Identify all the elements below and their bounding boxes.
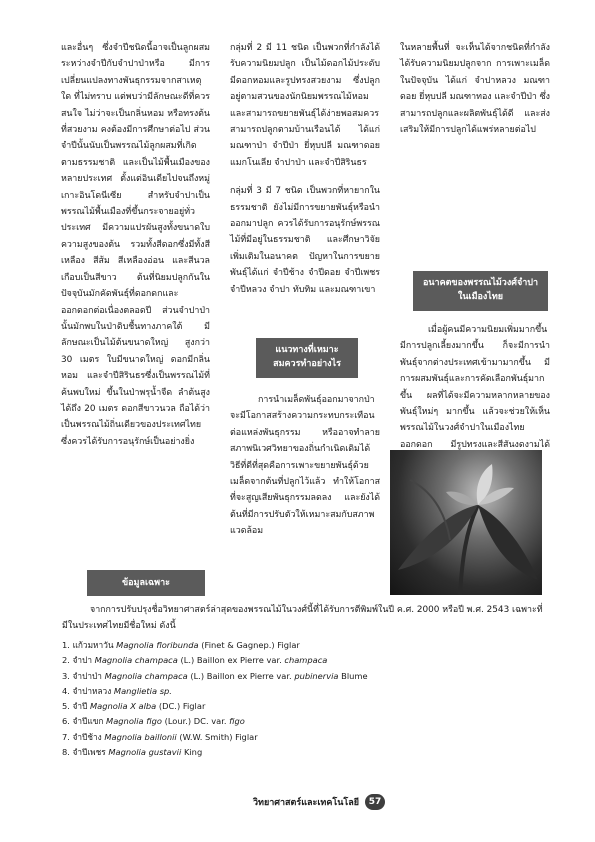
body-paragraph: เมื่อผู้คนมีความนิยมเพิ่มมากขึ้น มีการปลูกเลี้ยงมากขึ้น ก็จะมีการนำพันธุ์จากต่างประเทศเข้ามามากขึ้น มีการผสมพันธุ์และการคัดเลือกพันธุ์มากขึ้น ผลที่ได้จะมีความหลากหลายของพันธุ์ใหม่ๆ มากขึ้น แล้วจะช่วยให้เห็นพรรณไม้ในวงศ์จำปาในเมืองไทยออกดอก มีรูปทรงและสีสันงดงามได้ [400,325,550,450]
column-3 [400,40,550,138]
flower-photo [390,450,542,595]
section-heading-box: อนาคตของพรรณไม้วงศ์จำปาในเมืองไทย [413,271,548,311]
list-item: 4. จำปาหลวง Manglietia sp. [62,685,172,696]
species-list-block [62,603,547,760]
list-item: 6. จำปีแขก Magnolia figo (Lour.) DC. var. figo [62,716,245,727]
body-paragraph: กลุ่มที่ 3 มี 7 ชนิด เป็นพวกที่หายากในธรรมชาติ ยังไม่มีการขยายพันธุ์หรือนำออกมาปลูก ควรได้รับการอนุรักษ์พรรณไม้ที่มีอยู่ในธรรมชาติ และศึกษาวิจัยเพิ่มเติมในอนาคต ปัญหาในการขยายพันธุ์ได้แก่ จำปีช้าง จำปีดอย จำปีเพชร จำปีหลวง จำปา ทับทิม และมณฑาเขา [230,186,380,295]
page-footer [252,795,385,809]
body-paragraph: และอื่นๆ ซึ่งจำปีชนิดนี้อาจเป็นลูกผสมระหว่างจำปีกับจำปาป่าหรือ มีการเปลี่ยนแปลงทางพันธุกรรมจากสาเหตุใด ที่ไม่ทราบ แต่พบว่ามีลักษณะดีที่ควรสนใจ ไม่ว่าจะเป็นกลิ่นหอม หรือทรงต้นที่สวยงาม คงต้องมีการศึกษาต่อไป ส่วนจำปีนั้นนับเป็นพรรณไม้ลูกผสมที่เกิดตามธรรมชาติ และเป็นไม้พื้นเมืองของหลายประเทศ ตั้งแต่อินเดียไปจนถึงหมู่เกาะอินโดนีเซีย สำหรับจำปาเป็นพรรณไม้พื้นเมืองที่ขึ้นกระจายอยู่ทั่วประเทศ มีความแปรผันสูงทั้งขนาดใบ ความสูงของต้น รวมทั้งสีดอกซึ่งมีทั้งสีเหลือง สีส้ม สีเหลืองอ่อน และสีนวลเกือบเป็นสีขาว ต้นที่นิยมปลูกกันในปัจจุบันมักคัดพันธุ์ที่ดอกดกและออกดอกต่อเนื่องตลอดปี ส่วนจำปาป่านั้นมักพบในป่าดิบชื้นทางภาคใต้ มีลักษณะเป็นไม้ต้นขนาดใหญ่ สูงกว่า 30 เมตร ใบมีขนาดใหญ่ ดอกมีกลิ่นหอม และจำปีสิรินธรซึ่งเป็นพรรณไม้ที่ค้นพบใหม่ ขึ้นในป่าพรุน้ำจืด ลำต้นสูงได้ถึง 20 เมตร ดอกสีขาวนวล ถือได้ว่าเป็นพรรณไม้ถิ่นเดียวของประเทศไทย ซึ่งควรได้รับการอนุรักษ์เป็นอย่างยิ่ง [61,43,210,447]
list-item: 5. จำปี Magnolia X alba (DC.) Figlar [62,701,206,712]
section-heading-box: แนวทางที่เหมาะสมควรทำอย่างไร [256,338,358,378]
list-item: 7. จำปีช้าง Magnolia baillonii (W.W. Smith) Figlar [62,731,258,742]
section-heading-box: ข้อมูลเฉพาะ [87,570,205,596]
list-item: 8. จำปีเพชร Magnolia gustavii King [62,747,203,758]
species-list [62,638,547,760]
column-2-section [230,392,380,540]
list-item: 2. จำปา Magnolia champaca (L.) Baillon ex Pierre var. champaca [62,655,328,666]
column-2 [230,40,380,298]
page-number: 57 [365,794,385,810]
column-3-section [400,322,550,470]
body-paragraph: กลุ่มที่ 2 มี 11 ชนิด เป็นพวกที่กำลังได้รับความนิยมปลูก เป็นไม้ดอกไม้ประดับ มีดอกหอมและรูปทรงสวยงาม ซึ่งปลูกอยู่ตามสวนของนักนิยมพรรณไม้หอม และสามารถขยายพันธุ์ได้ง่ายพอสมควร สามารถปลูกตามบ้านเรือนได้ ได้แก่ มณฑาป่า จำปีป่า ยี่หุบปลี มณฑาดอย แมกโนเลีย จำปาป่า และจำปีสิรินธร [230,43,380,168]
footer-title: วิทยาศาสตร์และเทคโนโลยี [252,798,359,808]
flower-photo-drawing [390,450,542,595]
body-paragraph: ในหลายพื้นที่ จะเห็นได้จากชนิดที่กำลังได้รับความนิยมปลูกจาก การเพาะเมล็ดในปัจจุบัน ได้แก่ จำปาหลวง มณฑาดอย ยี่หุบปลี มณฑาทอง และจำปีป่า ซึ่งสามารถปลูกและผลิตพันธุ์ได้ดี และส่งเสริมให้มีการปลูกได้แพร่หลายต่อไป [400,43,550,136]
column-1 [61,40,210,450]
list-item: 3. จำปาป่า Magnolia champaca (L.) Baillon ex Pierre var. pubinervia Blume [62,670,368,681]
list-item: 1. แก้วมหาวัน Magnolia floribunda (Finet & Gagnep.) Figlar [62,640,300,650]
list-intro: จากการปรับปรุงชื่อวิทยาศาสตร์ล่าสุดของพรรณไม้ในวงศ์นี้ที่ได้รับการตีพิมพ์ในปี ค.ศ. 2000 หรือปี พ.ศ. 2543 เฉพาะที่มีในประเทศไทยมีชื่อใหม่ ดังนี้ [62,605,543,631]
body-paragraph: การนำเมล็ดพันธุ์ออกมาจากป่า จะมีโอกาสสร้างความกระทบกระเทือนต่อแหล่งพันธุกรรม หรืออาจทำลายสภาพนิเวศวิทยาของถิ่นกำเนิดเดิมได้ วิธีที่ดีที่สุดคือการเพาะขยายพันธุ์ด้วยเมล็ดจากต้นที่ปลูกไว้แล้ว ทำให้โอกาสที่จะสูญเสียพันธุกรรมลดลง และยังได้ต้นที่มีการปรับตัวให้เหมาะสมกับสภาพแวดล้อม [230,395,380,537]
